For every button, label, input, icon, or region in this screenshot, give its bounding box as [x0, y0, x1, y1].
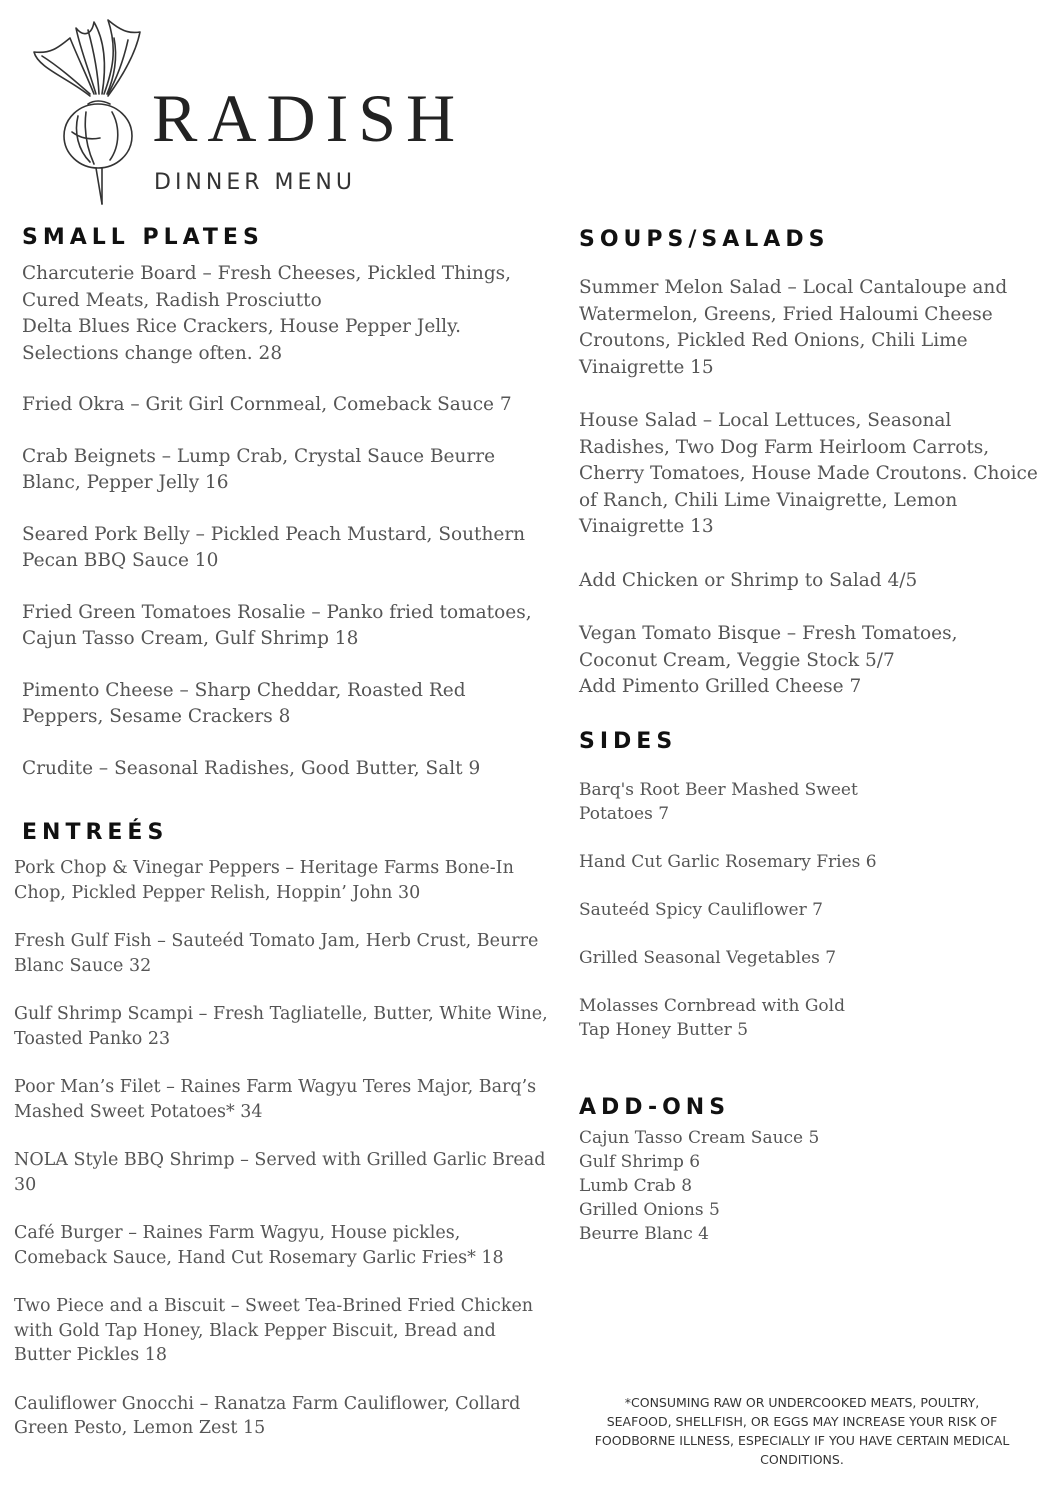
menu-item: Poor Man’s Filet – Raines Farm Wagyu Teres Major, Barq’s Mashed Sweet Potatoes* 34	[14, 1077, 537, 1122]
menu-item: Café Burger – Raines Farm Wagyu, House pickles, Comeback Sauce, Hand Cut Rosemary Garlic Fries* 18	[14, 1223, 504, 1268]
menu-item: Cauliflower Gnocchi – Ranatza Farm Cauliflower, Collard Green Pesto, Lemon Zest 15	[14, 1393, 521, 1438]
menu-item: House Salad – Local Lettuces, Seasonal Radishes, Two Dog Farm Heirloom Carrots, Cherry Tomatoes, House Made Croutons. Choice of Ranch, Chili Lime Vinaigrette, Lemon Vinaigrette 13	[579, 410, 1038, 537]
menu-item: Molasses Cornbread with Gold Tap Honey Butter 5	[579, 996, 845, 1040]
menu-item: Pork Chop & Vinegar Peppers – Heritage Farms Bone-In Chop, Pickled Pepper Relish, Hoppin’ John 30	[14, 858, 514, 903]
menu-item: Add Pimento Grilled Cheese 7	[579, 676, 862, 697]
menu-item: Sauteéd Spicy Cauliflower 7	[579, 900, 823, 920]
section-heading-entrees: ENTREÉS	[22, 820, 169, 845]
menu-item: Charcuterie Board – Fresh Cheeses, Pickled Things, Cured Meats, Radish Prosciutto	[22, 263, 512, 311]
menu-item: Crudite – Seasonal Radishes, Good Butter, Salt 9	[22, 757, 481, 779]
menu-item: Fried Green Tomatoes Rosalie – Panko fried tomatoes, Cajun Tasso Cream, Gulf Shrimp 18	[22, 601, 532, 649]
small-plates-list	[22, 261, 547, 807]
menu-item: NOLA Style BBQ Shrimp – Served with Grilled Garlic Bread 30	[14, 1150, 546, 1195]
menu-item: Gulf Shrimp Scampi – Fresh Tagliatelle, Butter, White Wine, Toasted Panko 23	[14, 1004, 548, 1049]
menu-item: Summer Melon Salad – Local Cantaloupe and Watermelon, Greens, Fried Haloumi Cheese Croutons, Pickled Red Onions, Chili Lime Vinaigrette 15	[579, 277, 1008, 378]
add-ons-list	[579, 1126, 879, 1246]
menu-item: Lumb Crab 8	[579, 1176, 693, 1196]
menu-subtitle: DINNER MENU	[154, 170, 356, 195]
menu-item: Seared Pork Belly – Pickled Peach Mustard, Southern Pecan BBQ Sauce 10	[22, 523, 526, 571]
section-heading-sides: SIDES	[579, 729, 678, 754]
menu-item: Barq's Root Beer Mashed Sweet Potatoes 7	[579, 780, 858, 824]
food-safety-disclaimer: *CONSUMING RAW OR UNDERCOOKED MEATS, POULTRY, SEAFOOD, SHELLFISH, OR EGGS MAY INCREASE YOUR RISK OF FOODBORNE ILLNESS, ESPECIALLY IF YOU HAVE CERTAIN MEDICAL CONDITIONS.	[594, 1395, 1010, 1467]
menu-item: Crab Beignets – Lump Crab, Crystal Sauce Beurre Blanc, Pepper Jelly 16	[22, 445, 496, 493]
menu-item: Add Chicken or Shrimp to Salad 4/5	[579, 569, 918, 591]
entrees-list	[14, 856, 554, 1465]
menu-item: Fresh Gulf Fish – Sauteéd Tomato Jam, Herb Crust, Beurre Blanc Sauce 32	[14, 931, 539, 976]
brand-name: RADISH	[152, 80, 466, 156]
menu-item: Delta Blues Rice Crackers, House Pepper Jelly. Selections change often. 28	[22, 316, 461, 364]
menu-item: Hand Cut Garlic Rosemary Fries 6	[579, 852, 877, 872]
sides-list	[579, 778, 879, 1066]
menu-item: Beurre Blanc 4	[579, 1224, 709, 1244]
menu-item: Grilled Seasonal Vegetables 7	[579, 948, 837, 968]
section-heading-add-ons: ADD-ONS	[579, 1095, 731, 1120]
menu-item: Pimento Cheese – Sharp Cheddar, Roasted Red Peppers, Sesame Crackers 8	[22, 679, 466, 727]
menu-item: Cajun Tasso Cream Sauce 5	[579, 1128, 820, 1148]
radish-icon	[28, 8, 158, 208]
menu-item: Gulf Shrimp 6	[579, 1152, 701, 1172]
section-heading-small-plates: SMALL PLATES	[22, 225, 264, 250]
menu-item: Vegan Tomato Bisque – Fresh Tomatoes, Coconut Cream, Veggie Stock 5/7	[579, 623, 958, 671]
menu-item: Fried Okra – Grit Girl Cornmeal, Comeback Sauce 7	[22, 394, 512, 415]
menu-item: Two Piece and a Biscuit – Sweet Tea-Brined Fried Chicken with Gold Tap Honey, Black Pepper Biscuit, Bread and Butter Pickles 18	[14, 1296, 534, 1365]
menu-item: Grilled Onions 5	[579, 1200, 720, 1220]
soups-salads-list	[579, 275, 1041, 728]
section-heading-soups-salads: SOUPS/SALADS	[579, 227, 830, 252]
